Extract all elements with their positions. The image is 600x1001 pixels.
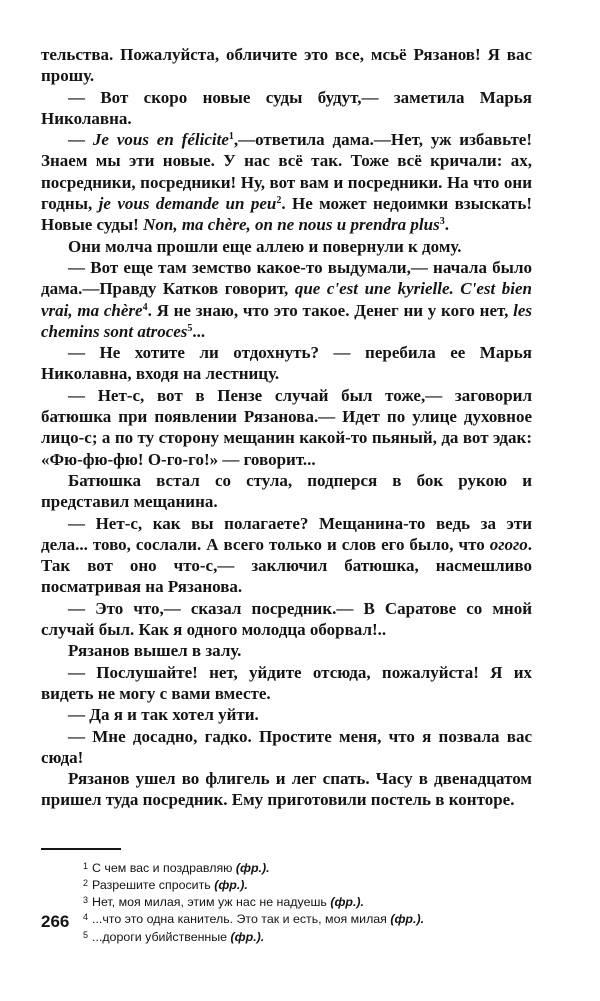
paragraph [41, 236, 532, 257]
footnote-number: 1 [83, 860, 89, 871]
text-run: — Вот еще там земство какое-то выдумали,— начала было дама.—Правду Катков говорит, [41, 257, 532, 299]
paragraph [41, 513, 532, 598]
paragraph [41, 470, 532, 513]
footnote-number: 5 [83, 929, 89, 940]
footnote [83, 893, 532, 910]
footnote [83, 859, 532, 876]
footnote [83, 876, 532, 893]
footnote-language: (фр.). [390, 912, 425, 927]
text-run: . [444, 215, 449, 235]
text-run: Батюшка встал со стула, подперся в бок рукою и представил мещанина. [41, 470, 532, 512]
paragraph [41, 87, 532, 130]
footnote-text: ...дороги убийственные [92, 929, 231, 944]
text-run: — Это что,— сказал посредник.— В Саратове со мной случай был. Как я одного молодца оборвал!.. [41, 598, 532, 640]
text-run: ,—ответила дама.—Нет, уж избавьте! Знаем мы эти новые. У нас всё так. Тоже всё кричали: ах, посредники, посредники! Ну, вот вам и посредники. На что они годны, [41, 130, 533, 214]
paragraph [41, 598, 532, 641]
text-run: — [68, 130, 93, 150]
text-run: Рязанов вышел в залу. [68, 641, 242, 661]
text-run: — Вот скоро новые суды будут,— заметила Марья Николавна. [41, 87, 532, 128]
text-run: Они молча прошли еще аллею и повернули к дому. [68, 236, 462, 256]
footnote-ref: 4 [142, 301, 148, 313]
footnote-separator [41, 848, 121, 850]
paragraph [41, 342, 532, 385]
paragraph [41, 662, 532, 705]
text-run: ... [192, 321, 206, 341]
page-number: 266 [41, 912, 70, 931]
footnote-ref: 3 [439, 216, 445, 228]
paragraph [41, 44, 532, 87]
text-run: . Так вот оно что-с,— заключил батюшка, насмешливо посматривая на Рязанова. [41, 534, 532, 597]
text-run: — Нет-с, вот в Пензе случай был тоже,— заговорил батюшка при появлении Рязанова.— Идет по улице духовное лицо-с; а по ту сторону мещанин какой-то пьяный, да вот эдак: «Фю-фю-фю! О-го-го!» — говорит... [41, 385, 532, 469]
paragraph [41, 704, 532, 725]
text-run: . Я не знаю, что это такое. Денег ни у кого нет, [147, 300, 514, 320]
footnote-language: (фр.). [330, 895, 364, 910]
footnotes [41, 859, 532, 945]
text-run: — Послушайте! нет, уйдите отсюда, пожалуйста! Я их видеть не могу с вами вместе. [41, 662, 532, 703]
footnote-text: С чем вас и поздравляю [92, 860, 236, 875]
footnote-number: 2 [83, 877, 89, 888]
paragraph [41, 129, 532, 235]
italic-phrase: Non, ma chère, on ne nous u prendra plus [143, 215, 440, 235]
paragraph [41, 257, 532, 342]
paragraph [41, 640, 532, 661]
italic-phrase: огого [489, 534, 528, 554]
footnote-language: (фр.). [230, 929, 265, 944]
italic-phrase: que c'est une kyrielle. C'est bien vrai, ma chère [41, 279, 532, 320]
footnote [83, 928, 532, 945]
text-run: — Не хотите ли отдохнуть? — перебила ее Марья Николавна, входя на лестницу. [41, 343, 532, 384]
footnote-number: 4 [83, 912, 89, 923]
italic-phrase: je vous demande un peu [98, 194, 277, 214]
italic-phrase: Je vous en félicite [92, 130, 229, 150]
footnote-ref: 2 [276, 195, 282, 207]
text-run: Рязанов ушел во флигель и лег спать. Часу в двенадцатом пришел туда посредник. Ему приготовили постель в конторе. [41, 769, 532, 810]
text-run: — Да я и так хотел уйти. [68, 705, 259, 725]
footnote-language: (фр.). [214, 877, 248, 892]
footnote-ref: 1 [228, 131, 234, 143]
footnote [83, 910, 532, 927]
paragraph [41, 385, 532, 470]
paragraph [41, 726, 532, 769]
footnote-text: Нет, моя милая, этим уж нас не надуешь [92, 895, 331, 910]
text-run: — Нет-с, как вы полагаете? Мещанина-то ведь за эти дела... тово, сослали. А всего только и слов его было, что [41, 513, 532, 554]
italic-phrase: les chemins sont atroces [41, 300, 532, 341]
main-text [41, 44, 532, 811]
text-run: — Мне досадно, гадко. Простите меня, что я позвала вас сюда! [41, 726, 532, 767]
footnote-language: (фр.). [235, 860, 270, 875]
paragraph [41, 768, 532, 811]
text-run: тельства. Пожалуйста, обличите это все, мсьё Рязанов! Я вас прошу. [41, 45, 532, 86]
footnote-number: 3 [83, 895, 89, 906]
footnote-text: ...что это одна канитель. Это так и есть, моя милая [92, 912, 391, 927]
text-run: . Не может недоимки взыскать! Новые суды! [41, 194, 533, 235]
footnote-ref: 5 [187, 322, 193, 334]
footnote-text: Разрешите спросить [92, 877, 215, 892]
